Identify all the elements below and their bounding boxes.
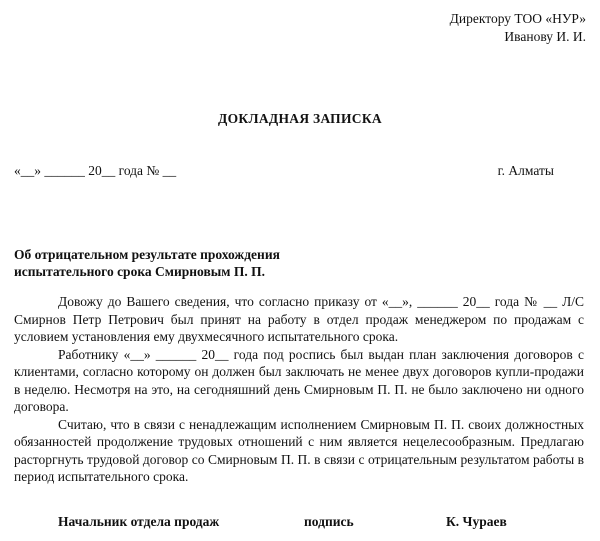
signature-label: подпись — [304, 514, 354, 529]
date-number: «__» ______ 20__ года № __ — [14, 163, 177, 178]
body-paragraph-1: Довожу до Вашего сведения, что согласно приказу от «__», ______ 20__ года № __ Л/С Смирнов Петр Петрович был принят на работу в отдел продаж менеджером по продажам с условием установления ему двухмесячного испытательного срока. — [14, 294, 584, 344]
document-title: ДОКЛАДНАЯ ЗАПИСКА — [218, 111, 382, 126]
addressee-block — [450, 10, 586, 46]
body-paragraph-2: Работнику «__» ______ 20__ года под роспись был выдан план заключения договоров с клиентами, согласно которому он должен был заключать не менее двух договоров купли-продажи в неделю. Несмотря на это, на сегодняшний день Смирновым П. П. не было заключено ни одного договора. — [14, 346, 584, 414]
date-line — [14, 163, 554, 179]
addressee-line-1: Директору ТОО «НУР» — [449, 11, 586, 26]
subject-line-2: испытательного срока Смирновым П. П. — [14, 264, 265, 279]
subject-line-1: Об отрицательном результате прохождения — [14, 247, 280, 262]
subject-heading — [14, 246, 434, 280]
body-paragraph-3: Считаю, что в связи с ненадлежащим исполнением Смирновым П. П. своих должностных обязанностей продолжение трудовых отношений с ним является нецелесообразным. Предлагаю расторгнуть трудовой договор со Смирновым П. П. в связи с отрицательным результатом работы в период испытательного срока. — [14, 416, 584, 484]
city: г. Алматы — [497, 163, 554, 178]
body-text — [14, 293, 584, 486]
addressee-line-2: Иванову И. И. — [504, 29, 586, 44]
signature-position: Начальник отдела продаж — [58, 514, 220, 529]
signature-name: К. Чураев — [446, 514, 507, 529]
